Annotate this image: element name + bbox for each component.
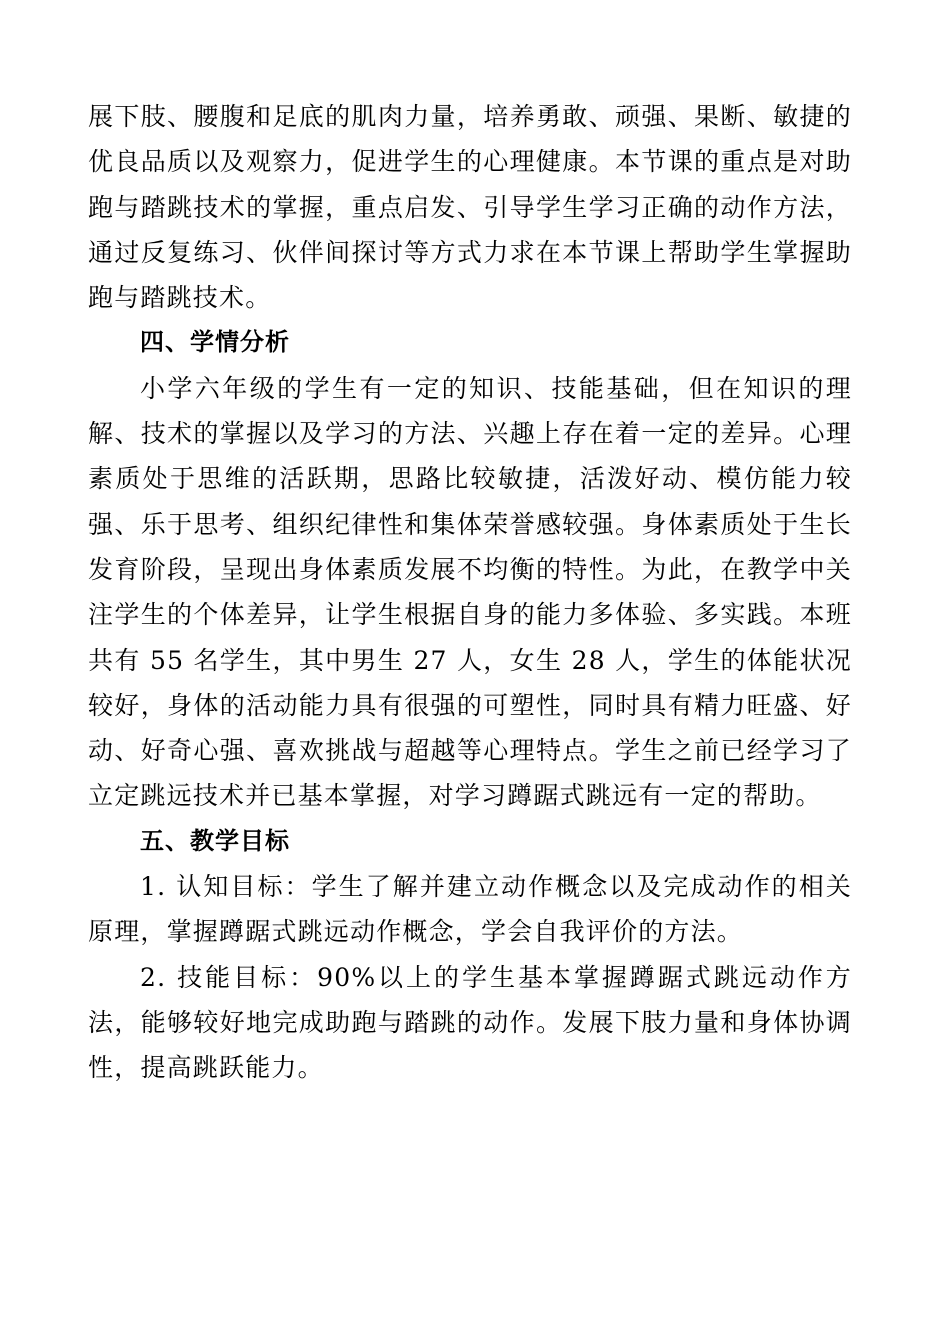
document-page — [88, 94, 852, 1091]
section4-body-paragraph: 小学六年级的学生有一定的知识、技能基础，但在知识的理解、技术的掌握以及学习的方法、兴趣上存在着一定的差异。心理素质处于思维的活跃期，思路比较敏捷，活泼好动、模仿能力较强、乐于思考、组织纪律性和集体荣誉感较强。身体素质处于生长发育阶段，呈现出身体素质发展不均衡的特性。为此，在教学中关注学生的个体差异，让学生根据自身的能力多体验、多实践。本班共有 55 名学生，其中男生 27 人，女生 28 人，学生的体能状况较好，身体的活动能力具有很强的可塑性，同时具有精力旺盛、好动、好奇心强、喜欢挑战与超越等心理特点。学生之前已经学习了立定跳远技术并已基本掌握，对学习蹲踞式跳远有一定的帮助。 — [88, 373, 852, 811]
section3-continuation-paragraph: 展下肢、腰腹和足底的肌肉力量，培养勇敢、顽强、果断、敏捷的优良品质以及观察力，促进学生的心理健康。本节课的重点是对助跑与踏跳技术的掌握，重点启发、引导学生学习正确的动作方法，通过反复练习、伙伴间探讨等方式力求在本节课上帮助学生掌握助跑与踏跳技术。 — [88, 102, 852, 313]
objective-item-skill: 2. 技能目标：90%以上的学生基本掌握蹲踞式跳远动作方法，能够较好地完成助跑与踏跳的动作。发展下肢力量和身体协调性，提高跳跃能力。 — [88, 962, 852, 1083]
section5-heading: 五、教学目标 — [140, 826, 290, 855]
section4-heading: 四、学情分析 — [140, 328, 290, 357]
objective-item-cognitive: 1. 认知目标：学生了解并建立动作概念以及完成动作的相关原理，掌握蹲踞式跳远动作概念，学会自我评价的方法。 — [88, 872, 852, 947]
